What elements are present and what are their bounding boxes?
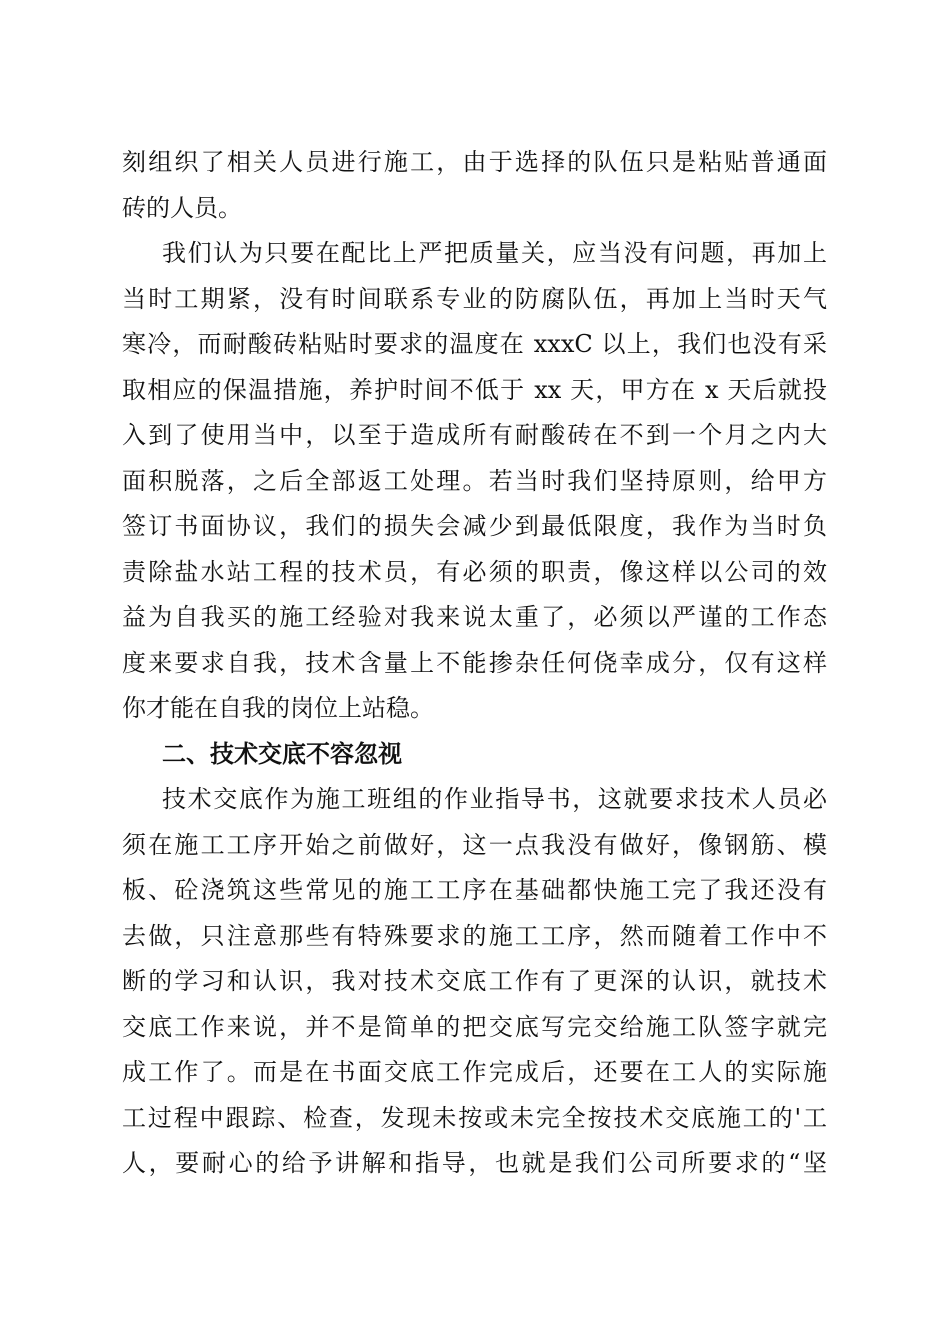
paragraph-2-line: 责除盐水站工程的技术员，有必须的职责，像这样以公司的效 — [122, 557, 827, 586]
paragraph-2-line: 签订书面协议，我们的损失会减少到最低限度，我作为当时负 — [122, 512, 827, 540]
paragraph-2-line: 当时工期紧，没有时间联系专业的防腐队伍，再加上当时天气 — [122, 284, 827, 313]
paragraph-3-line: 成工作了。而是在书面交底工作完成后，还要在工人的实际施 — [122, 1058, 827, 1086]
paragraph-2-line: 你才能在自我的岗位上站稳。 — [122, 694, 434, 722]
document-body — [122, 140, 827, 1187]
paragraph-3-line: 技术交底作为施工班组的作业指导书，这就要求技术人员必 — [162, 785, 827, 813]
paragraph-2-line: 入到了使用当中，以至于造成所有耐酸砖在不到一个月之内大 — [122, 421, 827, 449]
paragraph-3-line: 去做，只注意那些有特殊要求的施工工序，然而随着工作中不 — [122, 921, 827, 950]
paragraph-3-line: 板、砼浇筑这些常见的施工工序在基础都快施工完了我还没有 — [122, 876, 827, 904]
paragraph-1-line: 砖的人员。 — [122, 193, 242, 222]
paragraph-3-line: 断的学习和认识，我对技术交底工作有了更深的认识，就技术 — [122, 967, 827, 995]
paragraph-3-line: 人，要耐心的给予讲解和指导，也就是我们公司所要求的“坚 — [122, 1149, 827, 1177]
paragraph-2-line: 我们认为只要在配比上严把质量关，应当没有问题，再加上 — [162, 239, 827, 267]
paragraph-1-line: 刻组织了相关人员进行施工，由于选择的队伍只是粘贴普通面 — [122, 148, 827, 176]
paragraph-3-line: 须在施工工序开始之前做好，这一点我没有做好，像钢筋、模 — [122, 830, 827, 859]
paragraph-2-line: 益为自我买的施工经验对我来说太重了，必须以严谨的工作态 — [122, 603, 827, 631]
paragraph-2-line: 面积脱落，之后全部返工处理。若当时我们坚持原则，给甲方 — [122, 466, 827, 495]
paragraph-3-line: 工过程中跟踪、检查，发现未按或未完全按技术交底施工的'工 — [122, 1103, 827, 1132]
paragraph-2-line: 取相应的保温措施，养护时间不低于 xx 天，甲方在 x 天后就投 — [122, 375, 827, 404]
section-heading: 二、技术交底不容忽视 — [162, 739, 402, 768]
paragraph-3-line: 交底工作来说，并不是简单的把交底写完交给施工队签字就完 — [122, 1012, 827, 1041]
paragraph-2-line: 寒冷，而耐酸砖粘贴时要求的温度在 xxxC 以上，我们也没有采 — [122, 330, 827, 358]
paragraph-2-line: 度来要求自我，技术含量上不能掺杂任何侥幸成分，仅有这样 — [122, 648, 827, 677]
